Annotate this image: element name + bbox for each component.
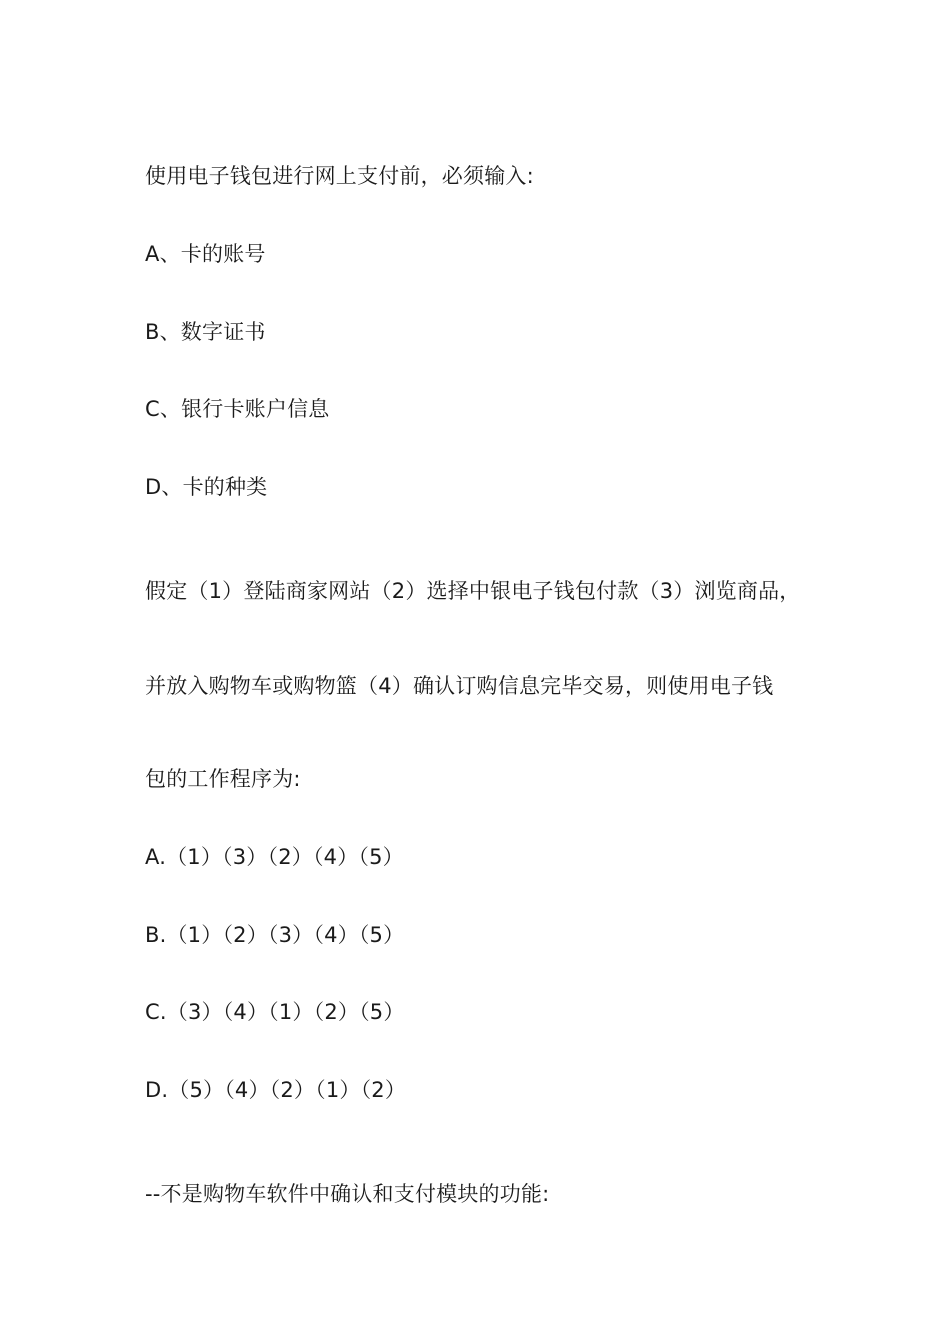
question-2-option-a: A.（1）（3）（2）（4）（5） xyxy=(145,845,404,869)
question-3-stem: --不是购物车软件中确认和支付模块的功能: xyxy=(145,1182,550,1206)
question-1-option-c: C、银行卡账户信息 xyxy=(145,397,330,421)
question-2-stem-line-3: 包的工作程序为: xyxy=(145,767,301,791)
question-2-stem-line-1: 假定（1）登陆商家网站（2）选择中银电子钱包付款（3）浏览商品， xyxy=(145,579,801,603)
question-2-stem-line-2: 并放入购物车或购物篮（4）确认订购信息完毕交易，则使用电子钱 xyxy=(145,674,774,698)
question-1-option-a: A、卡的账号 xyxy=(145,242,266,266)
question-2-option-b: B.（1）（2）（3）（4）（5） xyxy=(145,923,405,947)
question-1-option-b: B、数字证书 xyxy=(145,320,266,344)
question-2-option-d: D.（5）（4）（2）（1）（2） xyxy=(145,1078,407,1102)
question-2-option-c: C.（3）（4）（1）（2）（5） xyxy=(145,1000,405,1024)
question-1-stem: 使用电子钱包进行网上支付前，必须输入: xyxy=(145,164,534,188)
question-1-option-d: D、卡的种类 xyxy=(145,475,268,499)
